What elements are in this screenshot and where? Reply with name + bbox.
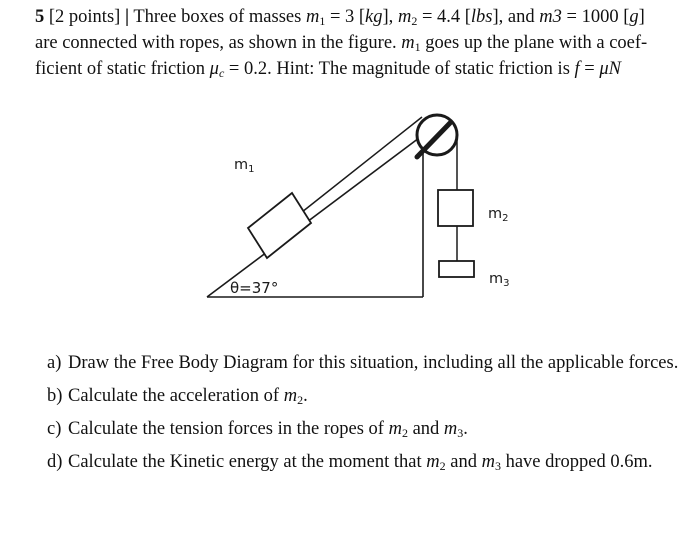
mu-symbol: μ [209, 59, 219, 79]
question-d-text [68, 452, 653, 472]
question-list [47, 350, 687, 482]
label-m2: $m_2$ [488, 206, 509, 224]
mu-equals: = 0.2. Hint: The magnitude of static friction is [228, 59, 570, 79]
question-b-m-subscript: 2 [297, 393, 304, 407]
question-d-m3-subscript: 3 [494, 459, 501, 473]
block-m3 [439, 261, 474, 277]
question-c-mid: and [412, 419, 440, 439]
line2-text: are connected with ropes, as shown in the figure. [35, 33, 397, 53]
m1-symbol: m [305, 7, 320, 27]
question-b-pre: Calculate the acceleration of [68, 386, 280, 406]
block-m1 [248, 193, 311, 258]
m3-unit: g [629, 7, 639, 27]
question-d-mid: and [450, 452, 477, 472]
question-d-post: have dropped 0.6m. [505, 452, 653, 472]
m3-close: ] [638, 7, 645, 27]
angle-label: θ=37° [230, 279, 279, 297]
f-symbol: f [574, 59, 580, 79]
question-b-text [68, 386, 308, 406]
question-a-letter: a) [47, 353, 62, 373]
question-d-m3-symbol: m [481, 452, 495, 472]
question-b-letter: b) [47, 386, 63, 406]
m1-equals: = 3 [ [329, 7, 366, 27]
m1-close: ], [382, 7, 394, 27]
question-c [47, 416, 687, 442]
m2-close: ], and [492, 7, 535, 27]
question-c-text [68, 419, 468, 439]
question-c-letter: c) [47, 419, 62, 439]
problem-separator: | [124, 7, 130, 27]
mu-subscript: c [218, 66, 225, 80]
m2-equals: = 4.4 [ [421, 7, 471, 27]
question-c-m3-symbol: m [443, 419, 458, 439]
question-c-m2-subscript: 2 [401, 426, 408, 440]
question-c-post: . [463, 419, 468, 439]
incline-rope [297, 117, 422, 216]
problem-number: 5 [35, 7, 45, 27]
label-m1: $m_1$ [234, 157, 255, 175]
question-d-letter: d) [47, 452, 63, 472]
line2-tail: goes up the plane with a coef- [425, 33, 648, 53]
block-m2 [438, 190, 473, 226]
label-m3: $m_3$ [489, 271, 510, 289]
m3-equals: = 1000 [ [566, 7, 630, 27]
question-b-post: . [303, 386, 308, 406]
m1-unit: kg [365, 7, 383, 27]
m3-symbol: m3 [539, 7, 562, 27]
question-d-m2-symbol: m [426, 452, 440, 472]
f-equals: = [584, 59, 595, 79]
question-c-pre: Calculate the tension forces in the ropes of [68, 419, 384, 439]
question-d-pre: Calculate the Kinetic energy at the moment that [68, 452, 422, 472]
question-a-text: Draw the Free Body Diagram for this situation, including all the applicable forces. [68, 353, 679, 373]
m2-unit: lbs [470, 7, 493, 27]
m2-symbol: m [397, 7, 412, 27]
question-a [47, 350, 687, 376]
line3-text: ficient of static friction [35, 59, 206, 79]
f-rhs: μN [599, 59, 621, 79]
question-d [47, 449, 687, 475]
question-d-m2-subscript: 2 [439, 459, 446, 473]
m1-subscript: 1 [319, 14, 326, 28]
question-c-m3-subscript: 3 [457, 426, 464, 440]
question-b-m-symbol: m [283, 386, 298, 406]
problem-points: [2 points] [48, 7, 121, 27]
question-c-m2-symbol: m [388, 419, 402, 439]
m2-subscript: 2 [411, 14, 418, 28]
line2-m1-subscript: 1 [414, 40, 421, 54]
problem-intro: Three boxes of masses [133, 7, 302, 27]
line2-m1-symbol: m [401, 33, 415, 53]
question-b [47, 383, 687, 409]
